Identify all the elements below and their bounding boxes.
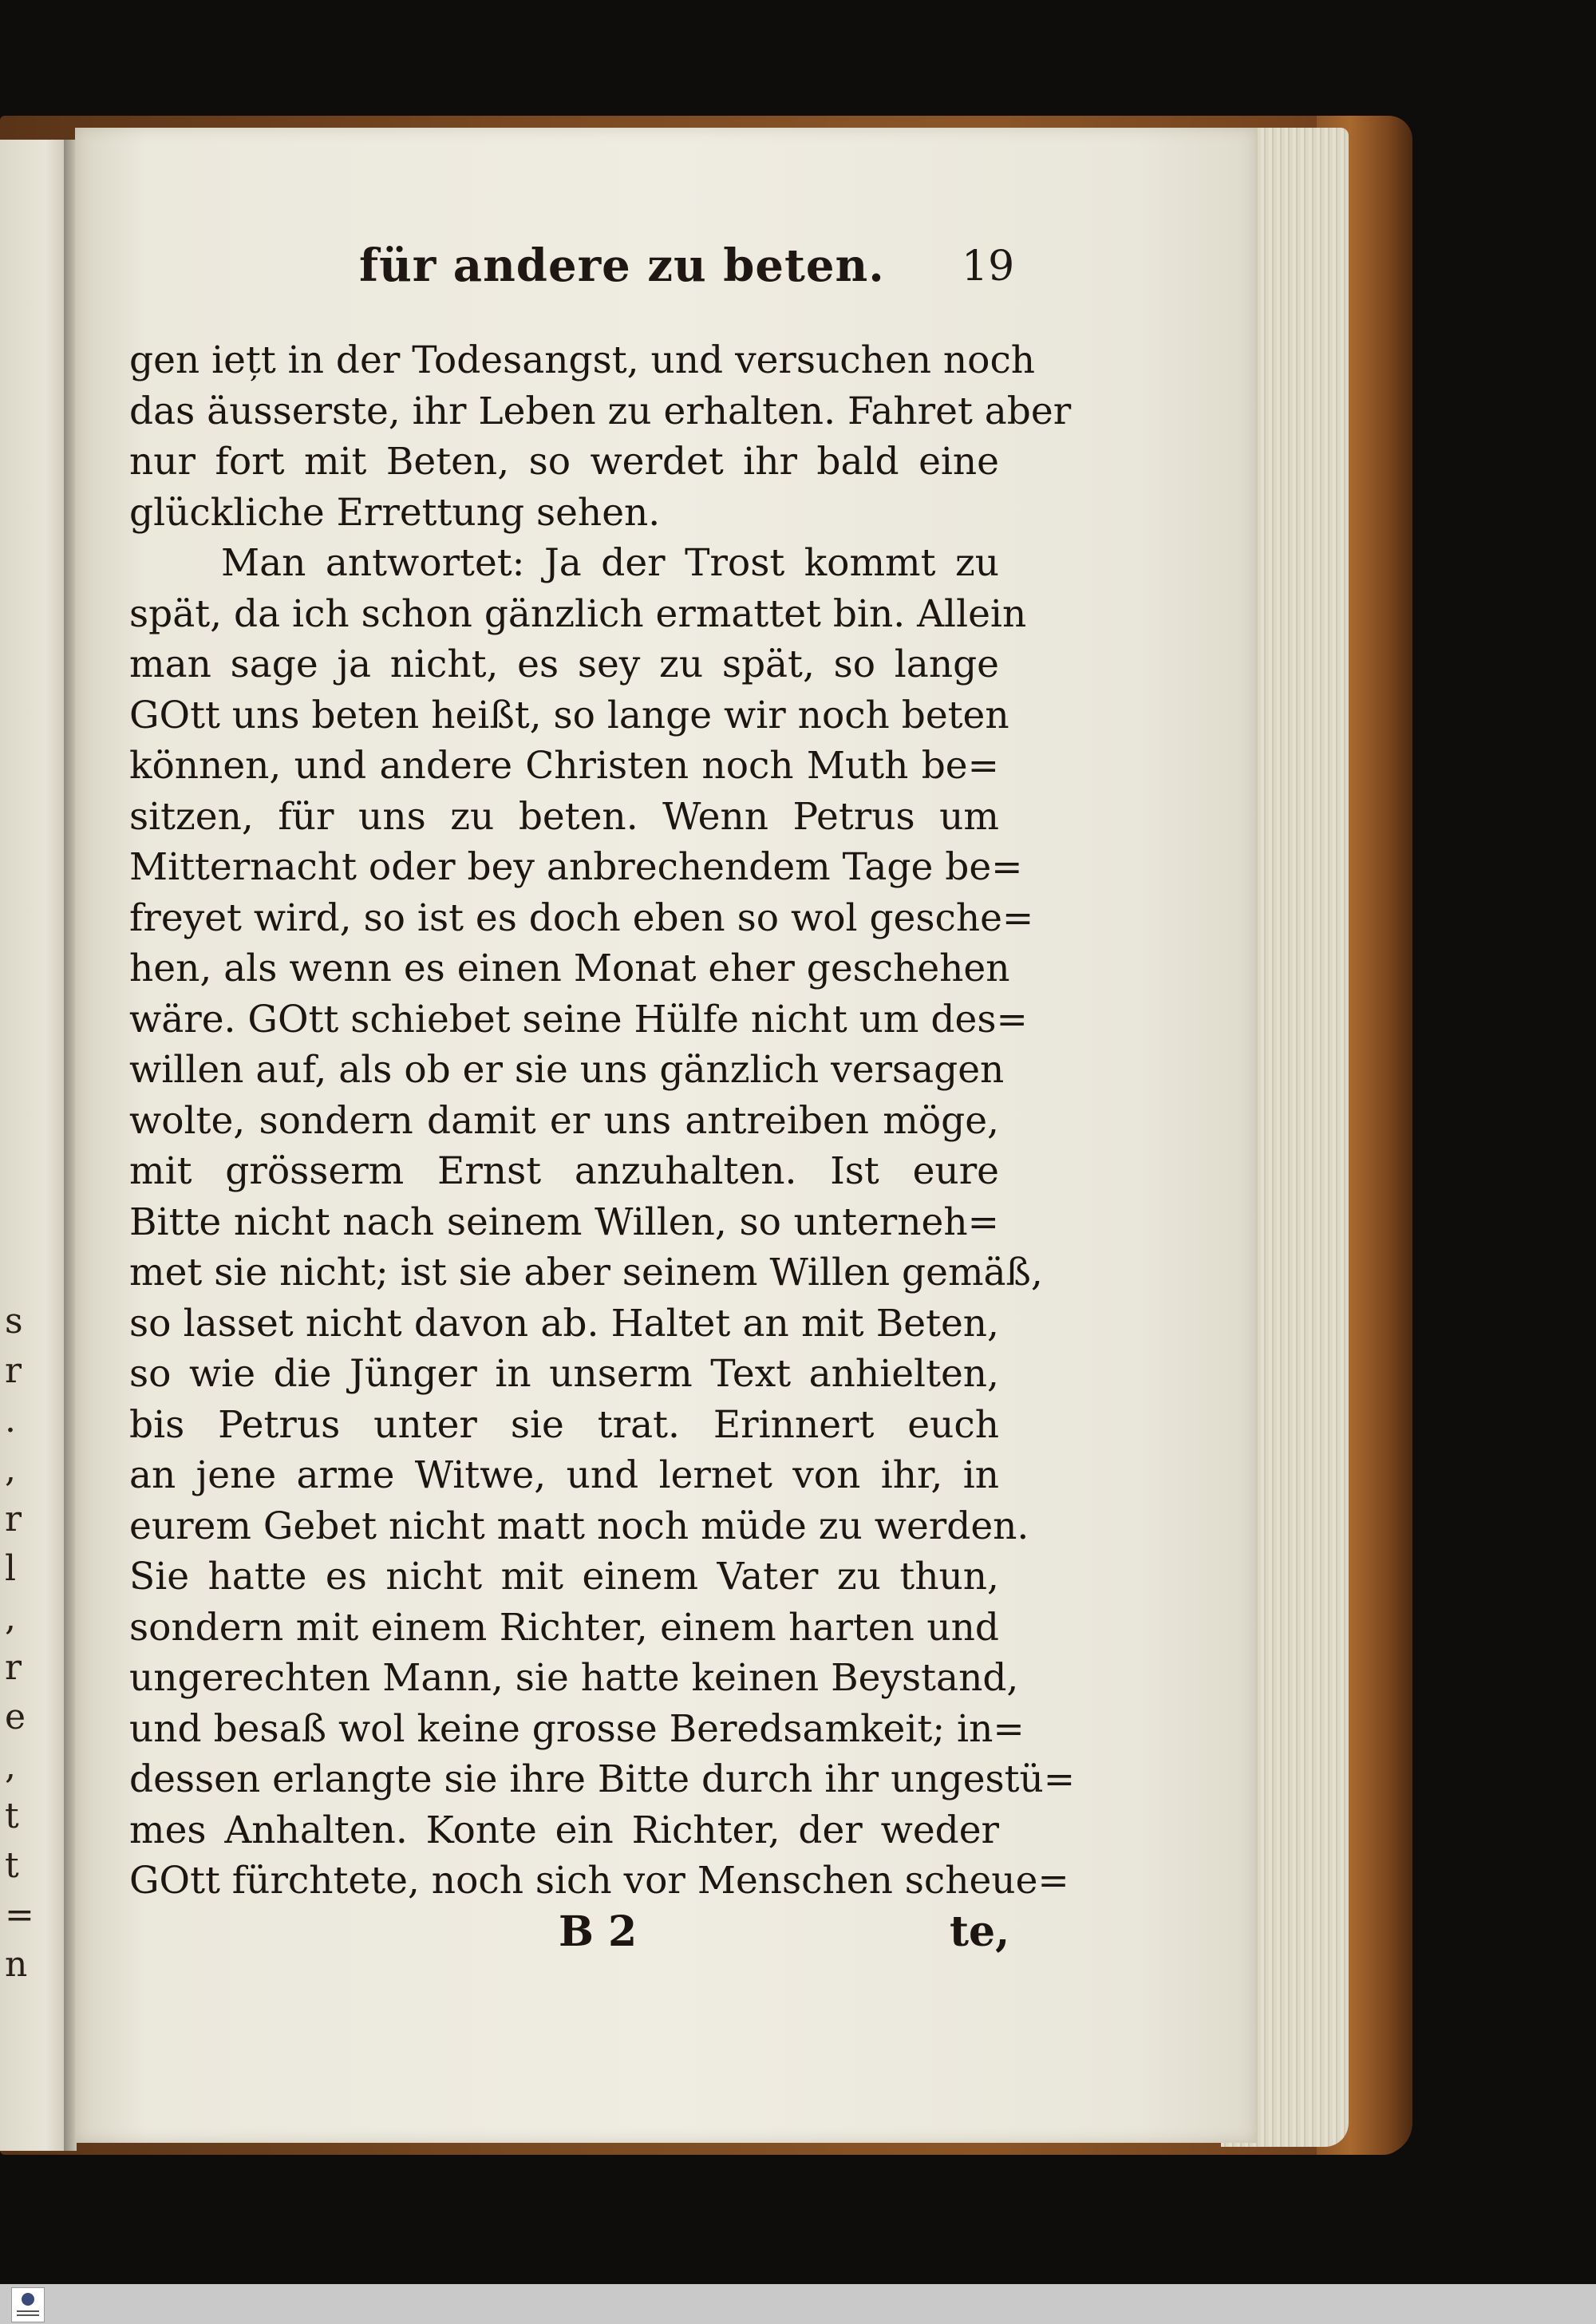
text-line: GOtt fürchtete, noch sich vor Menschen scheue= bbox=[129, 1859, 1069, 1903]
library-logo-icon bbox=[11, 2287, 45, 2322]
text-line: können, und andere Christen noch Muth be= bbox=[129, 744, 999, 788]
signature-mark: B 2 bbox=[559, 1907, 638, 1956]
text-line: mes Anhalten. Konte ein Richter, der weder bbox=[129, 1808, 999, 1852]
text-line: Sie hatte es nicht mit einem Vater zu thun, bbox=[129, 1555, 999, 1599]
fragment: e bbox=[5, 1697, 26, 1737]
text-line: met sie nicht; ist sie aber seinem Willen gemäß, bbox=[129, 1251, 1043, 1294]
fragment: s bbox=[5, 1301, 23, 1342]
fragment: r bbox=[5, 1350, 22, 1391]
text-line: eurem Gebet nicht matt noch müde zu werden. bbox=[129, 1504, 1029, 1548]
text-line: an jene arme Witwe, und lernet von ihr, in bbox=[129, 1453, 999, 1497]
text-line: willen auf, als ob er sie uns gänzlich versagen bbox=[129, 1048, 1005, 1092]
text-line: sitzen, für uns zu beten. Wenn Petrus um bbox=[129, 794, 999, 839]
text-line: GOtt uns beten heißt, so lange wir noch beten bbox=[129, 693, 1009, 737]
text-line: so lasset nicht davon ab. Haltet an mit Beten, bbox=[129, 1301, 999, 1346]
fragment: r bbox=[5, 1647, 22, 1688]
text-line: freyet wird, so ist es doch eben so wol gesche= bbox=[129, 895, 1034, 940]
fragment: t bbox=[5, 1845, 19, 1886]
facing-page bbox=[0, 140, 67, 2151]
viewer-bottom-bar bbox=[0, 2284, 1596, 2324]
fragment: , bbox=[5, 1598, 16, 1638]
text-line: so wie die Jünger in unserm Text anhielten, bbox=[129, 1352, 999, 1396]
text-line: glückliche Errettung sehen. bbox=[129, 490, 661, 535]
page-body-text bbox=[129, 335, 1076, 1907]
text-line: sondern mit einem Richter, einem harten und bbox=[129, 1605, 999, 1650]
text-line: Bitte nicht nach seinem Willen, so unterneh= bbox=[129, 1200, 999, 1244]
text-line: Man antwortet: Ja der Trost kommt zu bbox=[221, 541, 999, 585]
text-line: und besaß wol keine grosse Beredsamkeit; in= bbox=[129, 1706, 1025, 1751]
fragment: l bbox=[5, 1548, 17, 1589]
page-number: 19 bbox=[962, 243, 1015, 290]
running-head-title: für andere zu beten. bbox=[359, 239, 885, 292]
text-line: nur fort mit Beten, so werdet ihr bald eine bbox=[129, 440, 999, 484]
fragment: t bbox=[5, 1796, 19, 1836]
page-footer bbox=[0, 1907, 1596, 1971]
text-line: das äusserste, ihr Leben zu erhalten. Fahret aber bbox=[129, 389, 1072, 433]
text-line: bis Petrus unter sie trat. Erinnert euch bbox=[129, 1402, 999, 1447]
facing-page-fragments bbox=[5, 1297, 34, 1990]
text-line: Mitternacht oder bey anbrechendem Tage be= bbox=[129, 845, 1023, 889]
fragment: , bbox=[5, 1746, 16, 1787]
text-line: wolte, sondern damit er uns antreiben möge, bbox=[129, 1098, 999, 1143]
fragment: , bbox=[5, 1449, 16, 1490]
text-line: mit grösserm Ernst anzuhalten. Ist eure bbox=[129, 1149, 999, 1193]
running-head bbox=[0, 239, 1596, 303]
text-line: spät, da ich schon gänzlich ermattet bin. Allein bbox=[129, 591, 1027, 636]
fragment: . bbox=[5, 1400, 16, 1441]
text-line: ungerechten Mann, sie hatte keinen Beystand, bbox=[129, 1656, 1019, 1700]
text-line: hen, als wenn es einen Monat eher geschehen bbox=[129, 947, 1010, 990]
fragment: = bbox=[5, 1895, 34, 1935]
catchword: te, bbox=[950, 1907, 1010, 1956]
fragment: r bbox=[5, 1499, 22, 1539]
fragment: n bbox=[5, 1944, 28, 1985]
text-line: dessen erlangte sie ihre Bitte durch ihr ungestü= bbox=[129, 1757, 1076, 1801]
text-line: man sage ja nicht, es sey zu spät, so lange bbox=[129, 642, 999, 686]
text-line: gen iețt in der Todesangst, und versuchen noch bbox=[129, 338, 1036, 382]
text-line: wäre. GOtt schiebet seine Hülfe nicht um des= bbox=[129, 997, 1028, 1041]
